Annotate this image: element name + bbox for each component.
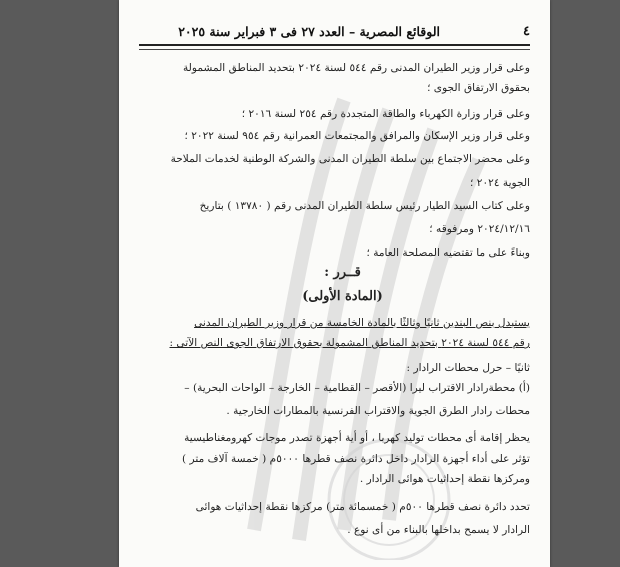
text-line: الرادار لا يسمح بداخلها بالبناء من أى نوع . [347, 524, 530, 536]
text-line: وعلى قرار وزير الإسكان والمرافق والمجتمعات العمرانية رقم ٩٥٤ لسنة ٢٠٢٢ ؛ [184, 130, 530, 142]
text-line: بحقوق الارتفاق الجوى ؛ [427, 82, 530, 94]
text-line: ٢٠٢٤/١٢/١٦ ومرفوقه ؛ [429, 223, 530, 235]
text-line: الجوية ٢٠٢٤ ؛ [470, 177, 530, 189]
text-line: وعلى قرار وزير الطيران المدنى رقم ٥٤٤ لسنة ٢٠٢٤ بتحديد المناطق المشمولة [182, 62, 530, 74]
text-line: تؤثر على أداء أجهزة الرادار داخل دائرة نصف قطرها ٥٠٠٠م ( خمسة آلاف متر ) [182, 453, 530, 465]
header-divider [139, 49, 530, 50]
page-number: ٤ [523, 24, 530, 39]
decision-heading: قــرر : [324, 265, 361, 280]
text-line: ومركزها نقطة إحداثيات هوائى الرادار . [359, 473, 530, 485]
article-heading: (المادة الأولى) [302, 289, 383, 304]
text-line: وعلى محضر الاجتماع بين سلطة الطيران المدنى والشركة الوطنية لخدمات الملاحة [170, 153, 530, 165]
text-line: وعلى كتاب السيد الطيار رئيس سلطة الطيران المدنى رقم ( ١٣٧٨٠ ) بتاريخ [199, 200, 530, 212]
text-line: ثانيًا – حرل محطات الرادار : [406, 362, 530, 374]
text-line: تحدد دائرة نصف قطرها ٥٠٠م ( خمسمائة متر) مركزها نقطة إحداثيات هوائى [195, 501, 530, 513]
gazette-title: الوقائع المصرية – العدد ٢٧ فى ٣ فبراير سنة ٢٠٢٥ [178, 24, 440, 39]
text-line: وبناءً على ما تقتضيه المصلحة العامة ؛ [366, 247, 530, 259]
text-line: وعلى قرار وزارة الكهرباء والطاقة المتجددة رقم ٢٥٤ لسنة ٢٠١٦ ؛ [241, 108, 530, 120]
document-page [119, 0, 550, 567]
text-line: يحظر إقامة أى محطات توليد كهربا ، أو أية أجهزة تصدر موجات كهرومغناطيسية [184, 432, 530, 444]
text-line: رقم ٥٤٤ لسنة ٢٠٢٤ بتحديد المناطق المشمولة بحقوق الارتفاق الجوى النص الآتى : [169, 337, 530, 349]
text-line: يستبدل بنص البندين ثانيًا وثالثًا بالمادة الخامسة من قرار وزير الطيران المدنى [194, 317, 530, 329]
text-line: (أ) محطةرادار الاقتراب ليرا (الأقصر – القطامية – الخارجة – الواحات البحرية) – [184, 382, 530, 394]
text-line: محطات رادار الطرق الجوية والاقتراب الفرنسية بالمطارات الخارجية . [226, 405, 530, 417]
page-header [139, 24, 530, 46]
